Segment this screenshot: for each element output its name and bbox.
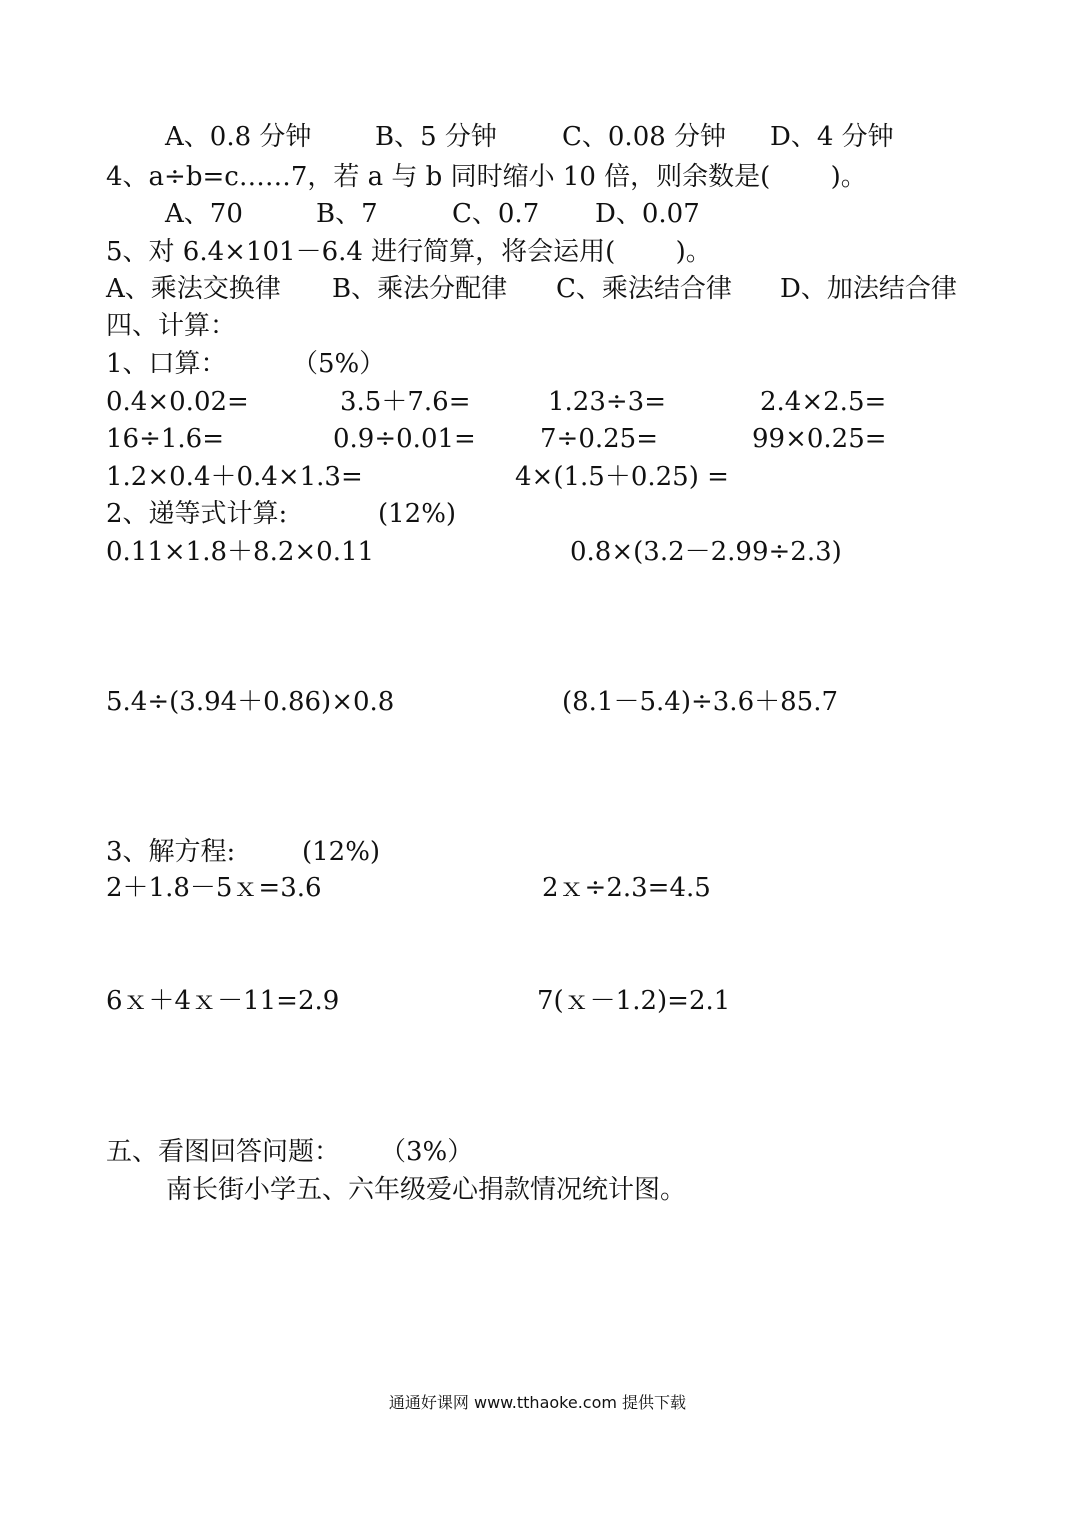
part1-title: 1、口算： — [106, 349, 227, 379]
mental-math-item: 1.23÷3= — [548, 387, 667, 417]
mental-math-item: 16÷1.6= — [106, 424, 225, 454]
q3-option-c: C、0.08 分钟 — [562, 122, 727, 152]
page-footer: 通通好课网 www.tthaoke.com 提供下载 — [388, 1393, 687, 1412]
q4-option-a: A、70 — [165, 199, 243, 229]
part3-score: (12%) — [302, 837, 381, 867]
q5-option-d: D、加法结合律 — [780, 274, 957, 304]
q5-option-b: B、乘法分配律 — [332, 274, 508, 304]
part1-score: （5%） — [292, 349, 386, 379]
q5-option-c: C、乘法结合律 — [556, 274, 732, 304]
q4-stem: 4、a÷b=c……7，若 a 与 b 同时缩小 10 倍，则余数是( )。 — [106, 162, 867, 192]
equation-item: 7(ｘ－1.2)=2.1 — [537, 986, 731, 1016]
mental-math-item: 99×0.25= — [752, 424, 887, 454]
mental-math-item: 0.4×0.02= — [106, 387, 249, 417]
section4-title: 四、计算： — [106, 311, 237, 341]
section5-title: 五、看图回答问题： — [106, 1137, 341, 1167]
step-calc-item: 0.8×(3.2－2.99÷2.3) — [570, 537, 842, 567]
mental-math-item: 7÷0.25= — [540, 424, 659, 454]
mental-math-item: 1.2×0.4＋0.4×1.3= — [106, 462, 363, 492]
equation-item: 6ｘ＋4ｘ－11=2.9 — [106, 986, 340, 1016]
q3-option-a: A、0.8 分钟 — [165, 122, 312, 152]
section5-score: （3%） — [380, 1137, 474, 1167]
part2-score: (12%) — [378, 499, 457, 529]
q3-option-b: B、5 分钟 — [375, 122, 497, 152]
q5-option-a: A、乘法交换律 — [106, 274, 281, 304]
chart-caption: 南长街小学五、六年级爱心捐款情况统计图。 — [166, 1175, 687, 1205]
mental-math-item: 0.9÷0.01= — [333, 424, 476, 454]
q4-option-c: C、0.7 — [452, 199, 540, 229]
step-calc-item: 5.4÷(3.94＋0.86)×0.8 — [106, 687, 395, 717]
mental-math-item: 4×(1.5＋0.25) = — [515, 462, 729, 492]
step-calc-item: (8.1－5.4)÷3.6＋85.7 — [562, 687, 839, 717]
q4-option-b: B、7 — [316, 199, 378, 229]
equation-item: 2＋1.8－5ｘ=3.6 — [106, 873, 322, 903]
equation-item: 2ｘ÷2.3=4.5 — [542, 873, 711, 903]
q4-option-d: D、0.07 — [595, 199, 700, 229]
part3-title: 3、解方程: — [106, 837, 236, 867]
mental-math-item: 3.5＋7.6= — [340, 387, 471, 417]
mental-math-item: 2.4×2.5= — [760, 387, 887, 417]
q3-option-d: D、4 分钟 — [770, 122, 894, 152]
part2-title: 2、递等式计算: — [106, 499, 288, 529]
q5-stem: 5、对 6.4×101－6.4 进行简算，将会运用( )。 — [106, 237, 712, 267]
step-calc-item: 0.11×1.8＋8.2×0.11 — [106, 537, 375, 567]
